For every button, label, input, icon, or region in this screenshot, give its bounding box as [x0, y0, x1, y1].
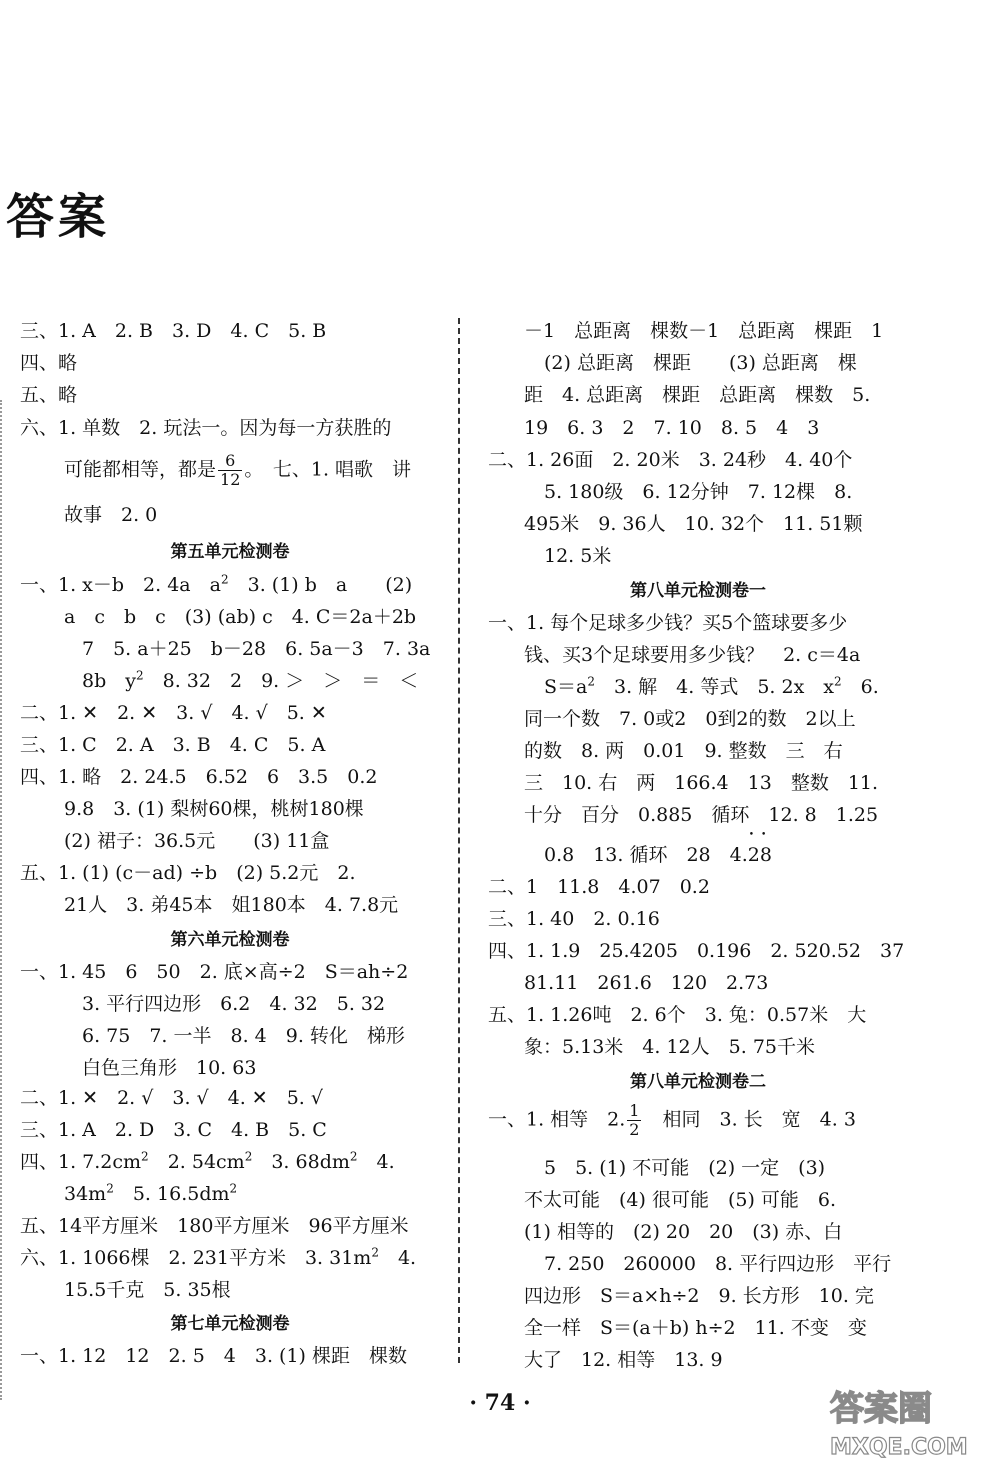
answer-line: (1) 相等的 (2) 20 20 (3) 赤、白 — [524, 1221, 843, 1243]
answer-line: 大了 12. 相等 13. 9 — [524, 1349, 723, 1371]
answer-line: 二、1. ✕ 2. ✕ 3. √ 4. √ 5. ✕ — [20, 702, 327, 724]
answer-text: S＝a — [544, 676, 588, 698]
answer-line: 五、1. 1.26吨 2. 6个 3. 兔：0.57米 大 — [488, 1004, 867, 1026]
answer-line: 一、1. 12 12 2. 5 4 3. (1) 棵距 棵数 — [20, 1345, 407, 1367]
answer-line: 不太可能 (4) 很可能 (5) 可能 6. — [524, 1189, 837, 1211]
answer-line: 白色三角形 10. 63 — [82, 1057, 257, 1079]
answer-text: 3. (1) b a (2) — [228, 574, 413, 596]
answer-line: 5 5. (1) 不可能 (2) 一定 (3) — [544, 1157, 826, 1179]
superscript: 2 — [220, 572, 229, 587]
answer-line: 7 5. a＋25 b－28 6. 5a－3 7. 3a — [82, 638, 431, 660]
answer-text: 2. 54cm — [148, 1151, 245, 1173]
answer-text: 可能都相等，都是 — [64, 458, 217, 481]
answer-line: 一、1. 每个足球多少钱？买5个篮球要多少 — [488, 612, 848, 634]
repeating-decimal: • • 28 — [748, 844, 772, 866]
answer-line — [64, 452, 411, 489]
answer-line: 五、14平方厘米 180平方厘米 96平方厘米 — [20, 1215, 409, 1237]
fraction-numerator: 6 — [218, 452, 242, 471]
answer-line: 三、1. C 2. A 3. B 4. C 5. A — [20, 734, 326, 756]
superscript: 2 — [106, 1181, 114, 1196]
fraction-numerator: 1 — [629, 1101, 640, 1120]
answer-line: 五、1. (1) (c－ad) ÷b (2) 5.2元 2. — [20, 862, 356, 884]
superscript: 2 — [349, 1149, 358, 1164]
answer-line: a c b c (3) (ab) c 4. C＝2a＋2b — [64, 606, 417, 628]
answer-line: 十分 百分 0.885 循环 12. 8 1.25 — [524, 804, 879, 826]
watermark-logo-text: 答案圈 — [830, 1389, 932, 1429]
answer-text: 一、1. x－b 2. 4a a — [20, 574, 221, 596]
answer-line: 二、1. ✕ 2. √ 3. √ 4. ✕ 5. √ — [20, 1087, 323, 1109]
answer-line: 的数 8. 两 0.01 9. 整数 三 右 — [524, 740, 843, 762]
answer-line: 7. 250 260000 8. 平行四边形 平行 — [544, 1253, 892, 1275]
answer-line: 15.5千克 5. 35根 — [64, 1279, 231, 1301]
answer-line: 四、略 — [20, 352, 78, 374]
answer-line: 9.8 3. (1) 梨树60棵，桃树180棵 — [64, 798, 364, 820]
page-title: 答案 — [6, 189, 111, 245]
answer-line: 5. 180级 6. 12分钟 7. 12棵 8. — [544, 481, 853, 503]
watermark-url: MXQE.COM — [830, 1435, 968, 1460]
answer-line: 四、1. 略 2. 24.5 6.52 6 3.5 0.2 — [20, 766, 378, 788]
superscript: 2 — [587, 674, 595, 689]
answer-text: 6. — [841, 676, 879, 698]
answer-line — [488, 1102, 856, 1139]
answer-line: 19 6. 3 2 7. 10 8. 5 4 3 — [524, 417, 820, 439]
answer-text: 4. — [357, 1151, 395, 1173]
answer-line: 同一个数 7. 0或2 0到2的数 2以上 — [524, 708, 856, 730]
answer-text: 。 七、1. 唱歌 讲 — [244, 458, 412, 481]
answer-line — [20, 1243, 416, 1270]
answer-line: 四边形 S＝a×h÷2 9. 长方形 10. 完 — [524, 1285, 874, 1307]
answer-line: 21人 3. 弟45本 姐180本 4. 7.8元 — [64, 894, 399, 916]
fraction-denominator: 12 — [220, 470, 241, 489]
answer-text: 0.8 13. 循环 28 4. — [544, 844, 748, 866]
superscript: 2 — [229, 1181, 238, 1196]
answer-line: (2) 总距离 棵距 (3) 总距离 棵 — [544, 352, 857, 374]
answer-line: 象：5.13米 4. 12人 5. 75千米 — [524, 1036, 815, 1058]
answer-line: 五、略 — [20, 384, 78, 406]
column-divider — [458, 318, 460, 1363]
answer-line — [64, 1179, 237, 1206]
watermark-logo — [826, 1384, 996, 1462]
superscript: 2 — [141, 1149, 149, 1164]
answer-text: 8. 32 2 9. ＞ ＞ ＝ ＜ — [143, 670, 419, 692]
fraction — [627, 1102, 641, 1139]
answer-text: 四、1. 7.2cm — [20, 1151, 142, 1173]
fraction-denominator: 2 — [629, 1120, 640, 1139]
answer-line: 四、1. 1.9 25.4205 0.196 2. 520.52 37 — [488, 940, 905, 962]
answer-line — [82, 666, 418, 693]
fraction — [218, 452, 242, 489]
answer-line: 6. 75 7. 一半 8. 4 9. 转化 梯形 — [82, 1025, 405, 1047]
answer-text: 4. — [378, 1247, 417, 1269]
answer-line: －1 总距离 棵数－1 总距离 棵距 1 — [524, 320, 884, 342]
answer-line: 距 4. 总距离 棵距 总距离 棵数 5. — [524, 384, 871, 406]
answer-line: 495米 9. 36人 10. 32个 11. 51颗 — [524, 513, 863, 535]
answer-text: 一、1. 相等 2. — [488, 1108, 626, 1131]
answer-line — [20, 1147, 395, 1174]
answer-line: 二、1. 26面 2. 20米 3. 24秒 4. 40个 — [488, 449, 853, 471]
superscript: 2 — [136, 668, 144, 683]
answer-line: 12. 5米 — [544, 545, 612, 567]
section-heading: 第六单元检测卷 — [170, 930, 290, 950]
superscript: 2 — [244, 1149, 253, 1164]
answer-line: 三 10. 右 两 166.4 13 整数 11. — [524, 772, 879, 794]
answer-line: 故事 2. 0 — [64, 504, 158, 526]
answer-line: 三、1. 40 2. 0.16 — [488, 908, 660, 930]
answer-line — [544, 840, 772, 867]
section-heading: 第八单元检测卷二 — [630, 1072, 766, 1092]
answer-text: 六、1. 1066棵 2. 231平方米 3. 31m — [20, 1247, 372, 1269]
answer-line: 一、1. 45 6 50 2. 底×高÷2 S＝ah÷2 — [20, 961, 409, 983]
answer-line: (2) 裙子：36.5元 (3) 11盒 — [64, 830, 330, 852]
answer-line: 3. 平行四边形 6.2 4. 32 5. 32 — [82, 993, 386, 1015]
section-heading: 第五单元检测卷 — [170, 542, 290, 562]
answer-line: 六、1. 单数 2. 玩法一。因为每一方获胜的 — [20, 417, 392, 439]
section-heading: 第七单元检测卷 — [170, 1314, 290, 1334]
superscript: 2 — [371, 1245, 379, 1260]
binding-edge — [0, 400, 2, 1400]
answer-line — [544, 672, 879, 699]
answer-line: 81.11 261.6 120 2.73 — [524, 972, 769, 994]
section-heading: 第八单元检测卷一 — [630, 581, 766, 601]
answer-text: 34m — [64, 1183, 107, 1205]
answer-text: 3. 68dm — [252, 1151, 350, 1173]
answer-line: 钱、买3个足球要用多少钱？ 2. c＝4a — [524, 644, 861, 666]
answer-text: 3. 解 4. 等式 5. 2x x — [595, 676, 835, 698]
answer-line: 三、1. A 2. D 3. C 4. B 5. C — [20, 1119, 327, 1141]
answer-line: 二、1 11.8 4.07 0.2 — [488, 876, 710, 898]
answer-line: 全一样 S＝(a＋b) h÷2 11. 不变 变 — [524, 1317, 867, 1339]
answer-text: 相同 3. 长 宽 4. 3 — [643, 1108, 856, 1131]
answer-text: 8b y — [82, 670, 136, 692]
answer-line: 三、1. A 2. B 3. D 4. C 5. B — [20, 320, 327, 342]
answer-line — [20, 570, 412, 597]
answer-text: 5. 16.5dm — [113, 1183, 230, 1205]
page-number: · 74 · — [469, 1390, 531, 1416]
superscript: 2 — [834, 674, 842, 689]
